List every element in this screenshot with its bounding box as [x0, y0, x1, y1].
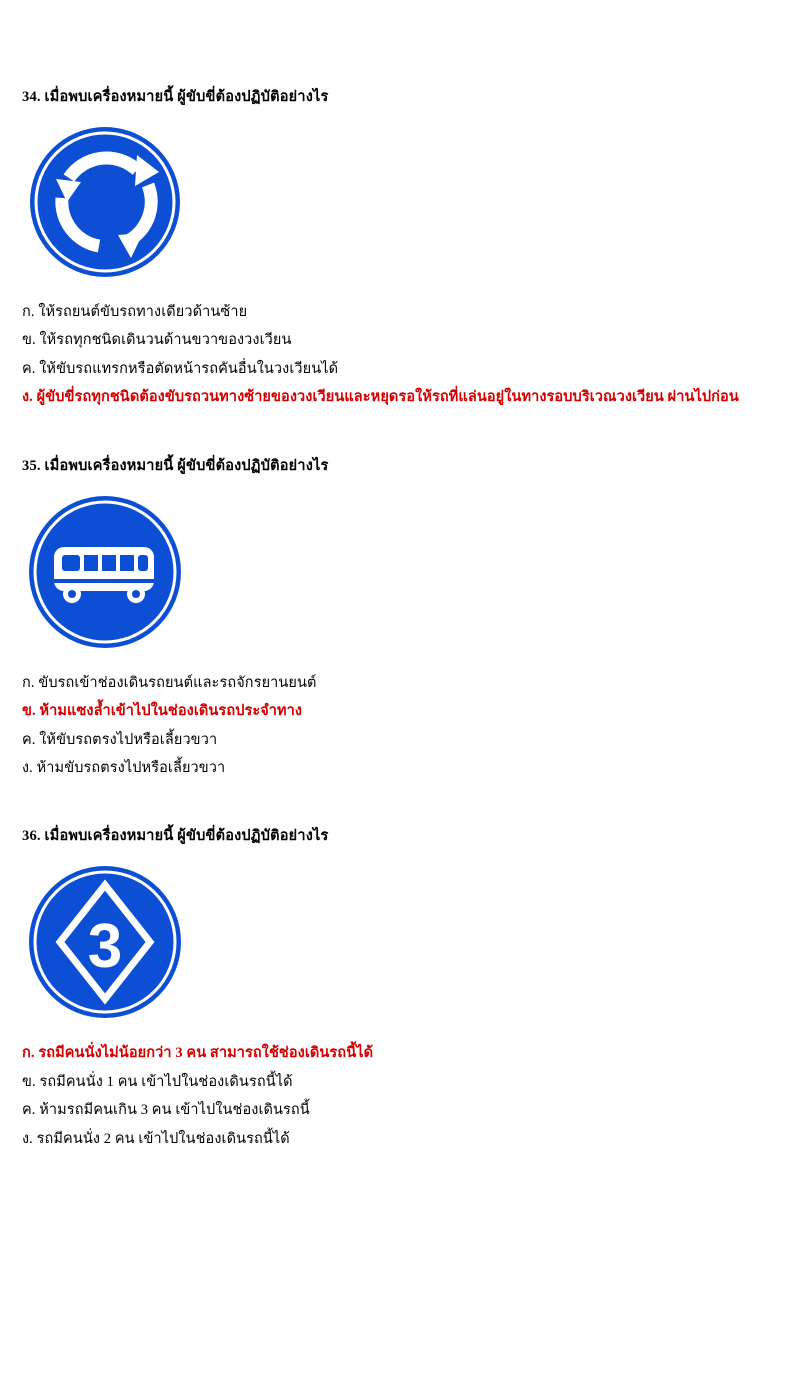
answer-option-correct[interactable]: ข. ห้ามแซงล้ำเข้าไปในช่องเดินรถประจำทาง: [22, 703, 303, 720]
answer-option[interactable]: ค. ให้ขับรถตรงไปหรือเลี้ยวขวา: [22, 731, 218, 748]
answer-list-34: [22, 301, 778, 409]
roundabout-sign: [22, 117, 188, 287]
answer-option[interactable]: ง. รถมีคนนั่ง 2 คน เข้าไปในช่องเดินรถนี้ได้: [22, 1130, 290, 1147]
answer-list-36: [22, 1042, 778, 1150]
high-occupancy-vehicle-sign: [22, 856, 188, 1028]
section-divider: [22, 431, 778, 457]
page-title: 35. เมื่อพบเครื่องหมายนี้ ผู้ขับขี่ต้องปฏิบัติอย่างไร: [22, 457, 329, 474]
answer-option[interactable]: ก. ให้รถยนต์ขับรถทางเดียวด้านซ้าย: [22, 303, 248, 320]
question-block-34: [22, 88, 778, 409]
answer-list-35: [22, 672, 778, 780]
hov-number: 3: [87, 912, 123, 982]
bus-lane-sign-graphic: [24, 491, 186, 653]
bus-lane-sign: [22, 486, 188, 658]
page-title: 36. เมื่อพบเครื่องหมายนี้ ผู้ขับขี่ต้องปฏิบัติอย่างไร: [22, 828, 329, 845]
question-block-36: [22, 827, 778, 1150]
section-divider: [22, 801, 778, 827]
question-block-35: [22, 457, 778, 780]
answer-option[interactable]: ข. ให้รถทุกชนิดเดินวนด้านขวาของวงเวียน: [22, 332, 292, 349]
answer-option-correct[interactable]: ก. รถมีคนนั่งไม่น้อยกว่า 3 คน สามารถใช้ช่องเดินรถนี้ได้: [22, 1045, 374, 1062]
roundabout-sign-graphic: [25, 122, 185, 282]
hov-sign-graphic: [24, 861, 186, 1023]
answer-option-correct[interactable]: ง. ผู้ขับขี่รถทุกชนิดต้องขับรถวนทางซ้ายของวงเวียนและหยุดรอให้รถที่แล่นอยู่ในทางรอบบริเวณวงเวียน ผ่านไปก่อน: [22, 389, 739, 406]
page-title: 34. เมื่อพบเครื่องหมายนี้ ผู้ขับขี่ต้องปฏิบัติอย่างไร: [22, 89, 329, 105]
answer-option[interactable]: ง. ห้ามขับรถตรงไปหรือเลี้ยวขวา: [22, 759, 226, 776]
answer-option[interactable]: ค. ให้ขับรถแทรกหรือตัดหน้ารถคันอื่นในวงเวียนได้: [22, 360, 339, 377]
answer-option[interactable]: ก. ขับรถเข้าช่องเดินรถยนต์และรถจักรยานยนต์: [22, 674, 317, 691]
answer-option[interactable]: ค. ห้ามรถมีคนเกิน 3 คน เข้าไปในช่องเดินรถนี้: [22, 1102, 310, 1119]
answer-option[interactable]: ข. รถมีคนนั่ง 1 คน เข้าไปในช่องเดินรถนี้ได้: [22, 1073, 293, 1090]
